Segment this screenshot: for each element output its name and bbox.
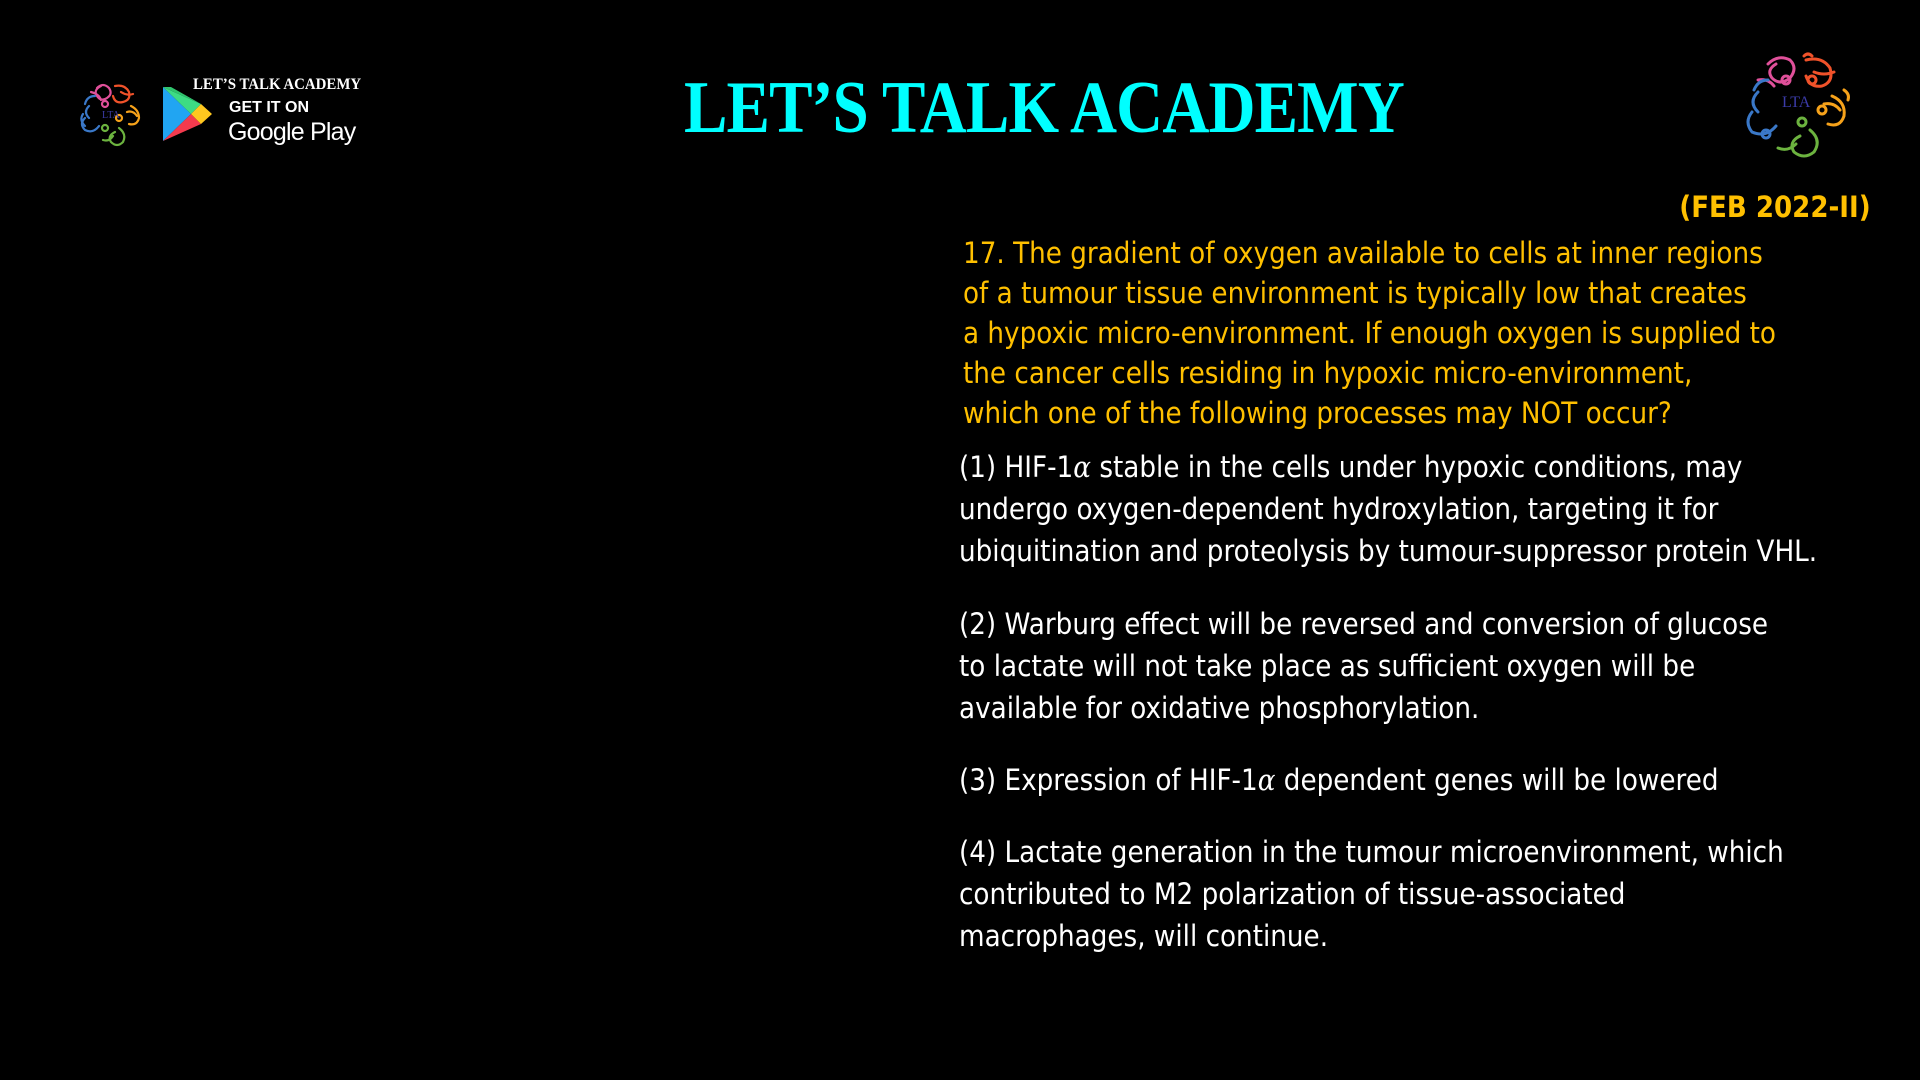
lta-protein-logo-icon (75, 78, 149, 154)
option-line: contributed to M2 polarization of tissue-associated (959, 877, 1626, 911)
option-text: dependent genes will be lowered (1275, 763, 1719, 797)
question-line: the cancer cells residing in hypoxic micro-environment, (963, 356, 1693, 390)
badge-get-it-on: GET IT ON (229, 99, 309, 116)
question-line: of a tumour tissue environment is typically low that creates (963, 276, 1747, 310)
badge-brand-text: LET’S TALK ACADEMY (193, 76, 362, 93)
lta-protein-logo-icon (1740, 50, 1860, 160)
question-line: which one of the following processes may NOT occur? (963, 396, 1672, 430)
option-line (959, 446, 1817, 488)
lta-logo-right (1740, 50, 1860, 160)
option-line (959, 759, 1719, 801)
option-text: (1) HIF-1 (959, 450, 1074, 484)
option-text: (3) Expression of HIF-1 (959, 763, 1258, 797)
alpha-symbol: α (1257, 763, 1276, 797)
option-line: available for oxidative phosphorylation. (959, 691, 1480, 725)
option-text: stable in the cells under hypoxic conditions, may (1091, 450, 1743, 484)
question-text (963, 233, 1776, 433)
option-2 (959, 603, 1768, 729)
question-line: 17. The gradient of oxygen available to cells at inner regions (963, 236, 1763, 270)
badge-google-play-label[interactable]: Google Play (228, 118, 356, 146)
option-line: undergo oxygen-dependent hydroxylation, targeting it for (959, 492, 1719, 526)
option-1 (959, 446, 1817, 572)
alpha-symbol: α (1073, 450, 1092, 484)
option-4 (959, 831, 1784, 957)
question-line: a hypoxic micro-environment. If enough oxygen is supplied to (963, 316, 1776, 350)
exam-tag: (FEB 2022-II) (1679, 190, 1871, 224)
lta-logo-left (75, 78, 149, 154)
page-title: LET’S TALK ACADEMY (684, 67, 1404, 149)
option-line: ubiquitination and proteolysis by tumour-suppressor protein VHL. (959, 534, 1818, 568)
svg-text:LTA: LTA (102, 110, 120, 121)
option-line: (2) Warburg effect will be reversed and conversion of glucose (959, 607, 1769, 641)
option-3 (959, 759, 1719, 801)
option-line: to lactate will not take place as sufficient oxygen will be (959, 649, 1696, 683)
svg-text:LTA: LTA (1782, 94, 1811, 111)
option-line: macrophages, will continue. (959, 919, 1329, 953)
option-line: (4) Lactate generation in the tumour microenvironment, which (959, 835, 1784, 869)
